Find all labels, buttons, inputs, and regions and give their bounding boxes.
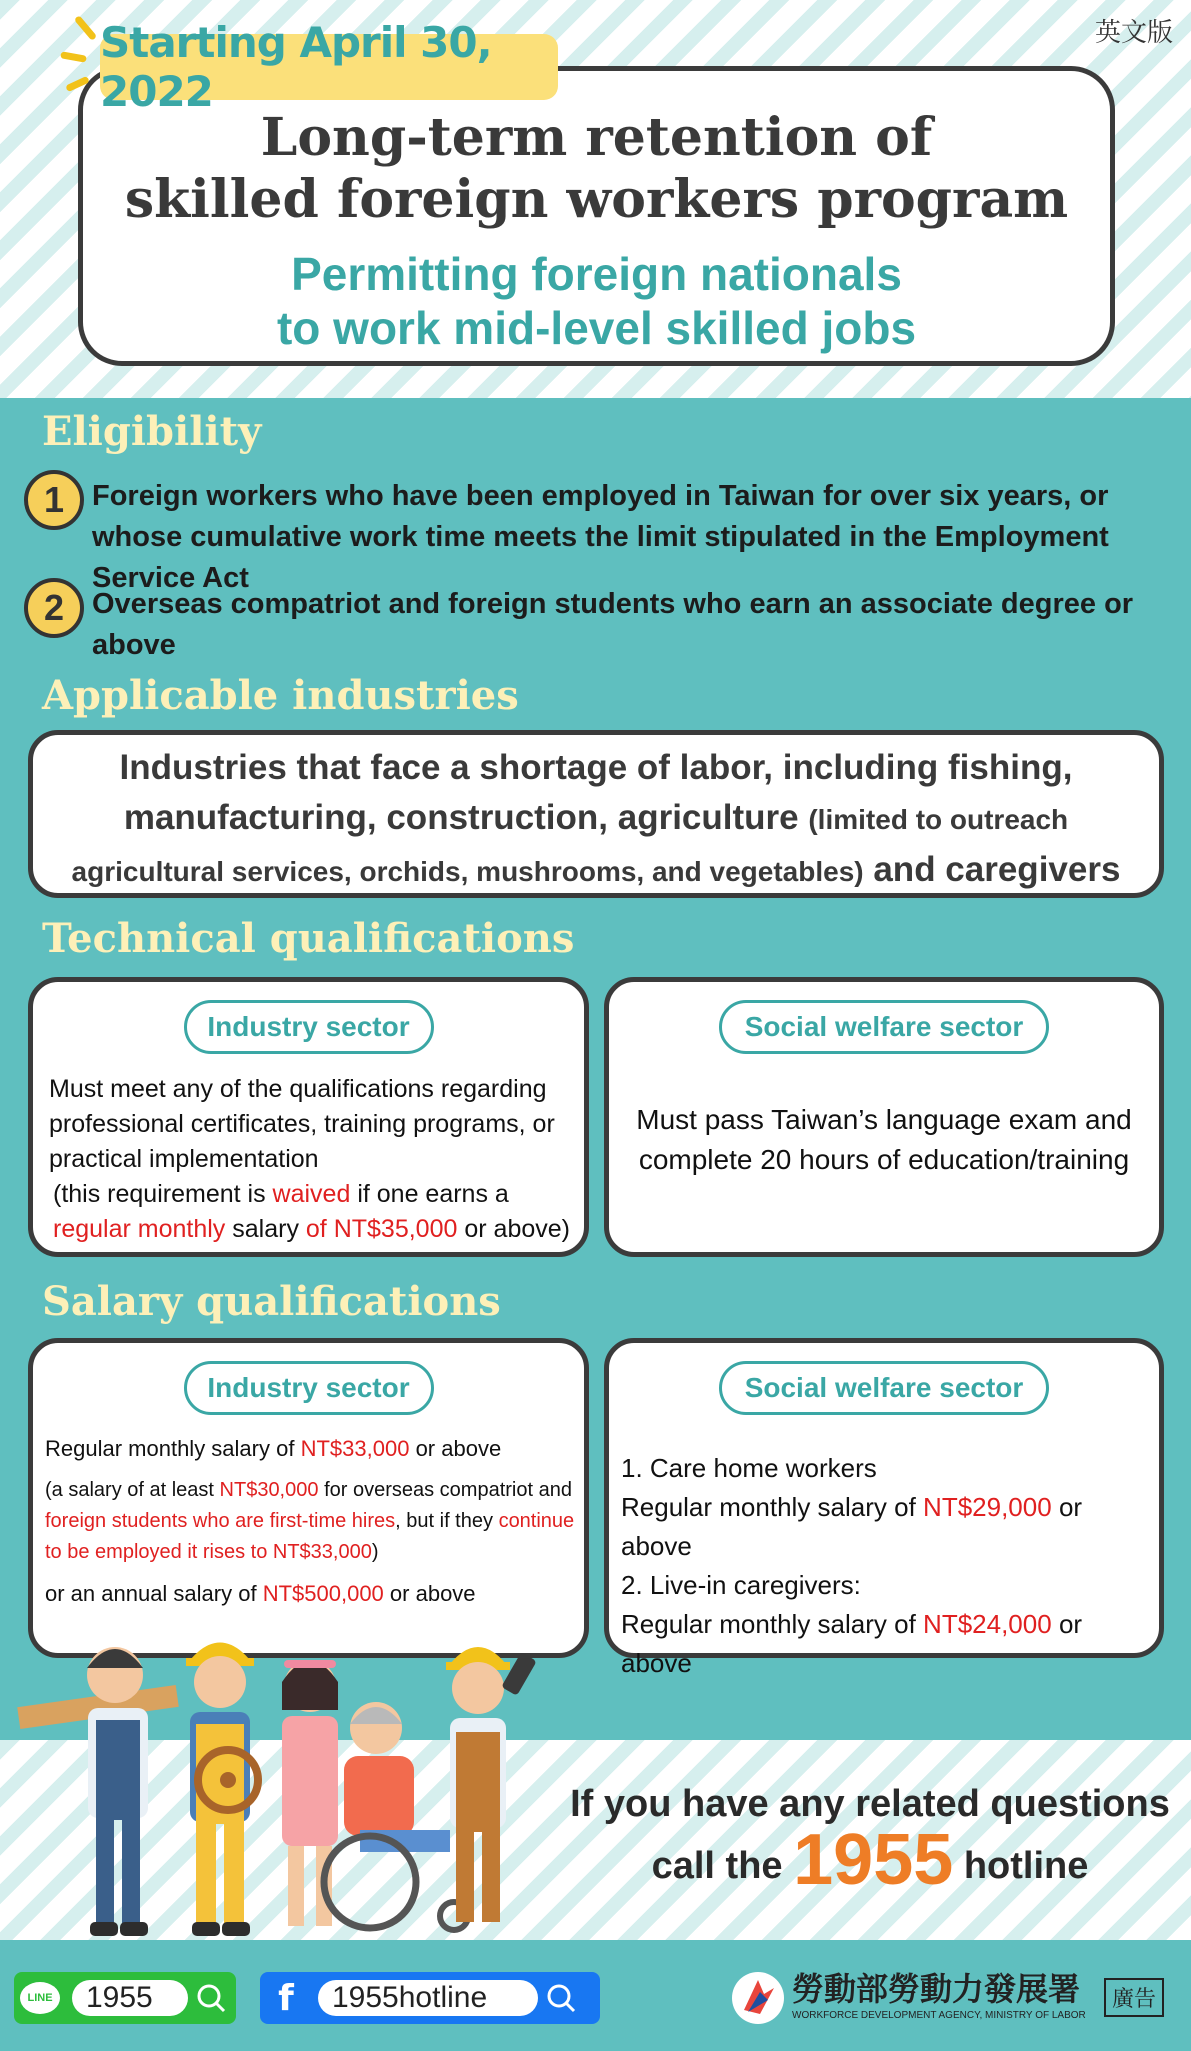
- welfare-sector-pill: Social welfare sector: [719, 1361, 1049, 1415]
- welfare-item-salary: [621, 1605, 1156, 1683]
- text-fragment: call the: [651, 1845, 783, 1887]
- technical-heading: Technical qualifications: [42, 915, 575, 962]
- amount-text: NT$24,000: [923, 1609, 1052, 1639]
- text-fragment: or above: [621, 1609, 1083, 1678]
- text-fragment: Regular monthly salary of: [45, 1436, 295, 1461]
- highlight-text: of NT$35,000: [305, 1215, 458, 1243]
- text-fragment: , but if they: [395, 1510, 493, 1532]
- salary-industry-text: [45, 1433, 580, 1610]
- text-fragment: for overseas compatriot and: [324, 1479, 572, 1501]
- facebook-id[interactable]: 1955hotline: [318, 1980, 538, 2016]
- worker-figure: [446, 1647, 537, 1922]
- amount-text: NT$33,000: [300, 1436, 410, 1461]
- amount-text: NT$30,000: [219, 1479, 319, 1501]
- industry-sector-pill: Industry sector: [184, 1361, 434, 1415]
- text-fragment: Regular monthly salary of: [621, 1609, 916, 1639]
- search-icon[interactable]: [544, 1981, 578, 2015]
- text-fragment: or above: [389, 1581, 476, 1606]
- welfare-sector-pill: Social welfare sector: [719, 1000, 1049, 1054]
- line-icon: [14, 1972, 66, 2024]
- number-badge: 2: [24, 578, 84, 638]
- text-fragment: ): [371, 1541, 379, 1563]
- amount-text: NT$500,000: [262, 1581, 384, 1606]
- ministry-name-cn: 勞動部勞動力發展署: [792, 1970, 1081, 2008]
- worker-figure: [282, 1660, 338, 1926]
- eligibility-text: Overseas compatriot and foreign students who earn an associate degree or above: [92, 588, 1134, 661]
- ad-tag: 廣告: [1104, 1978, 1164, 2017]
- eligibility-text: Foreign workers who have been employed in Taiwan for over six years, or whose cumulative work time meets the limit stipulated in the Employment Service Act: [92, 480, 1109, 594]
- elder-figure: [324, 1702, 468, 1930]
- welfare-item-salary: [621, 1488, 1156, 1566]
- page-title: [83, 107, 1110, 231]
- salary-welfare-text: [621, 1449, 1156, 1683]
- facebook-icon: f: [278, 1977, 294, 2019]
- text-fragment: Regular monthly salary of: [621, 1492, 916, 1522]
- text-fragment: or above: [621, 1492, 1083, 1561]
- footer: [0, 1940, 1191, 2051]
- salary-note: [45, 1475, 580, 1568]
- industries-note: (limited to outreach agricultural services, orchids, mushrooms, and vegetables): [71, 804, 1069, 887]
- technical-main-text: Must meet any of the qualifications regarding professional certificates, training programs, or practical implementation: [49, 1075, 555, 1173]
- technical-industry-card: [28, 977, 589, 1257]
- ministry-logo-block: [730, 1964, 1180, 2034]
- industries-heading: Applicable industries: [42, 672, 519, 719]
- text-fragment: hotline: [963, 1845, 1089, 1887]
- technical-welfare-text: Must pass Taiwan’s language exam and complete 20 hours of education/training: [636, 1104, 1132, 1175]
- line-search-bar[interactable]: [14, 1972, 236, 2024]
- hotline-prompt: [560, 1776, 1180, 1900]
- welfare-item-title: 1. Care home workers: [621, 1453, 877, 1483]
- text-fragment: or above): [464, 1215, 570, 1243]
- technical-welfare-card: [604, 977, 1164, 1257]
- amount-text: NT$29,000: [923, 1492, 1052, 1522]
- technical-waiver-text: [49, 1177, 574, 1247]
- highlight-text: foreign students who are first-time hires: [45, 1510, 396, 1532]
- text-fragment: (this requirement is: [53, 1180, 266, 1208]
- text-fragment: (a salary of at least: [45, 1479, 214, 1501]
- line-id[interactable]: 1955: [72, 1980, 188, 2016]
- line-logo-text: LINE: [20, 1982, 60, 2014]
- text-fragment: or an annual salary of: [45, 1581, 257, 1606]
- eligibility-heading: Eligibility: [42, 408, 262, 455]
- salary-annual-line: [45, 1578, 580, 1610]
- industries-card: [28, 730, 1164, 898]
- text-fragment: if one earns a: [357, 1180, 509, 1208]
- salary-industry-card: [28, 1338, 589, 1658]
- ministry-name-en: WORKFORCE DEVELOPMENT AGENCY, MINISTRY OF LABOR: [792, 2010, 1086, 2021]
- hotline-question: If you have any related questions: [570, 1783, 1170, 1825]
- date-badge: Starting April 30, 2022: [100, 34, 558, 100]
- facebook-search-bar[interactable]: [260, 1972, 600, 2024]
- subtitle-line-2: to work mid-level skilled jobs: [276, 302, 917, 354]
- language-tag[interactable]: 英文版: [1094, 17, 1173, 47]
- salary-heading: Salary qualifications: [42, 1278, 501, 1325]
- hotline-number[interactable]: 1955: [793, 1820, 954, 1900]
- number-badge: 1: [24, 470, 84, 530]
- text-fragment: salary: [232, 1215, 299, 1243]
- worker-figure: [186, 1643, 258, 1937]
- search-icon[interactable]: [194, 1981, 228, 2015]
- workers-illustration: [10, 1620, 550, 1950]
- industries-main: Industries that face a shortage of labor, including fishing, manufacturing, construction, agriculture: [119, 748, 1073, 837]
- welfare-item-title: 2. Live-in caregivers:: [621, 1570, 861, 1600]
- salary-welfare-card: [604, 1338, 1164, 1678]
- title-line-2: skilled foreign workers program: [124, 169, 1069, 230]
- eligibility-item: [24, 578, 1171, 666]
- subtitle-line-1: Permitting foreign nationals: [291, 248, 902, 300]
- ministry-logo-icon: [730, 1970, 786, 2026]
- highlight-text: continue to be employed it rises to NT$33,000: [45, 1510, 575, 1563]
- hotline-call-line: [560, 1820, 1180, 1900]
- text-fragment: or above: [415, 1436, 502, 1461]
- industry-sector-pill: Industry sector: [184, 1000, 434, 1054]
- worker-figure: [17, 1647, 179, 1936]
- industries-tail: and caregivers: [873, 850, 1121, 889]
- title-line-1: Long-term retention of: [260, 107, 933, 168]
- salary-monthly-line: [45, 1433, 580, 1465]
- industries-text: [33, 743, 1159, 897]
- page-subtitle: [83, 247, 1110, 355]
- highlight-text: regular monthly: [53, 1215, 226, 1243]
- technical-industry-text: [49, 1072, 574, 1247]
- highlight-text: waived: [272, 1180, 351, 1208]
